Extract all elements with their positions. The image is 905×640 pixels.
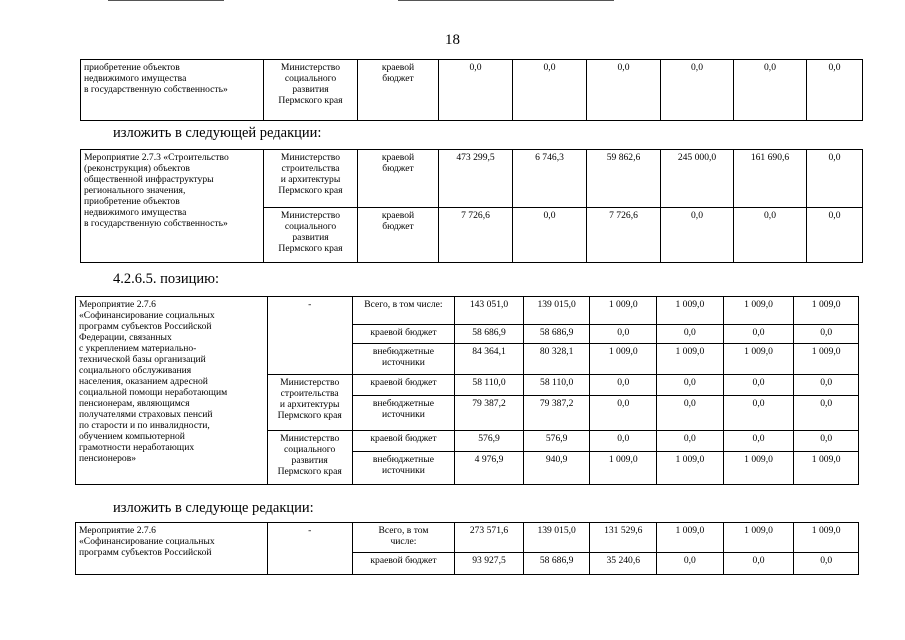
- value-cell-1: 58 110,0: [455, 375, 524, 396]
- value-cell-3: 1 009,0: [590, 452, 657, 485]
- value-cell-2: 58 686,9: [523, 325, 590, 344]
- top-edge-line-right: [398, 0, 614, 1]
- funding-source-cell: внебюджетные источники: [352, 396, 454, 431]
- value-cell-3: 0,0: [590, 396, 657, 431]
- value-cell-4: 0,0: [657, 553, 724, 575]
- value-cell-5: 0,0: [734, 60, 807, 121]
- executor-cell: Министерство социального развития Пермского края: [264, 60, 358, 121]
- funding-source-cell: краевой бюджет: [352, 553, 454, 575]
- value-cell-5: 161 690,6: [734, 150, 807, 208]
- value-cell-5: 1 009,0: [723, 523, 794, 553]
- value-cell-6: 0,0: [807, 150, 863, 208]
- value-cell-1: 576,9: [455, 431, 524, 452]
- funding-source-cell: Всего, в том числе:: [352, 297, 454, 325]
- value-cell-6: 0,0: [807, 208, 863, 263]
- value-cell-2: 6 746,3: [513, 150, 587, 208]
- value-cell-3: 0,0: [590, 431, 657, 452]
- value-cell-4: 0,0: [657, 325, 724, 344]
- table-section-1: [80, 59, 863, 121]
- value-cell-1: 0,0: [439, 60, 513, 121]
- value-cell-6: 0,0: [794, 375, 859, 396]
- value-cell-4: 0,0: [661, 208, 734, 263]
- funding-source-cell: внебюджетные источники: [352, 344, 454, 375]
- executor-cell: Министерство строительства и архитектуры Пермского края: [264, 150, 358, 208]
- table-section-3: [75, 296, 859, 485]
- funding-source-cell: краевой бюджет: [352, 431, 454, 452]
- value-cell-6: 1 009,0: [794, 523, 859, 553]
- heading-new-edition-2: изложить в следующе редакции:: [113, 500, 314, 516]
- value-cell-4: 1 009,0: [657, 523, 724, 553]
- value-cell-2: 58 686,9: [523, 553, 590, 575]
- executor-cell: Министерство социального развития Пермского края: [267, 431, 352, 485]
- value-cell-3: 1 009,0: [590, 344, 657, 375]
- value-cell-4: 0,0: [657, 431, 724, 452]
- value-cell-5: 0,0: [734, 208, 807, 263]
- table-row: [81, 60, 863, 121]
- value-cell-2: 139 015,0: [523, 297, 590, 325]
- value-cell-4: 1 009,0: [657, 297, 724, 325]
- measure-name-cell: Мероприятие 2.7.3 «Строительство (реконструкция) объектов общественной инфраструктуры регионального значения, приобретение объектов недвижимого имущества в государственную собственность»: [81, 150, 264, 263]
- value-cell-5: 1 009,0: [723, 344, 794, 375]
- value-cell-1: 473 299,5: [439, 150, 513, 208]
- executor-cell: Министерство социального развития Пермского края: [264, 208, 358, 263]
- value-cell-6: 0,0: [794, 325, 859, 344]
- value-cell-6: 1 009,0: [794, 452, 859, 485]
- top-edge-line-left: [108, 0, 224, 1]
- value-cell-6: 1 009,0: [794, 344, 859, 375]
- page-number: 18: [445, 32, 460, 48]
- value-cell-1: 84 364,1: [455, 344, 524, 375]
- value-cell-2: 139 015,0: [523, 523, 590, 553]
- heading-position: 4.2.6.5. позицию:: [113, 271, 220, 287]
- value-cell-5: 0,0: [723, 553, 794, 575]
- measure-name-cell: Мероприятие 2.7.6 «Софинансирование социальных программ субъектов Российской: [76, 523, 268, 575]
- measure-name-cell: приобретение объектов недвижимого имущества в государственную собственность»: [81, 60, 264, 121]
- value-cell-5: 0,0: [723, 375, 794, 396]
- executor-cell: Министерство строительства и архитектуры Пермского края: [267, 375, 352, 431]
- value-cell-3: 0,0: [590, 375, 657, 396]
- value-cell-4: 0,0: [657, 375, 724, 396]
- executor-cell: -: [267, 297, 352, 375]
- value-cell-4: 245 000,0: [661, 150, 734, 208]
- value-cell-3: 131 529,6: [590, 523, 657, 553]
- value-cell-5: 0,0: [723, 396, 794, 431]
- measure-name-cell: Мероприятие 2.7.6 «Софинансирование социальных программ субъектов Российской Федерации, связанных с укреплением материально- технической базы организаций социального обслуживания населения, оказанием адресной социальной помощи неработающим пенсионерам, являющимся получателями страховых пенсий по старости и по инвалидности, обучением компьютерной грамотности неработающих пенсионеров»: [76, 297, 268, 485]
- value-cell-1: 7 726,6: [439, 208, 513, 263]
- value-cell-2: 576,9: [523, 431, 590, 452]
- value-cell-2: 0,0: [513, 60, 587, 121]
- value-cell-2: 940,9: [523, 452, 590, 485]
- value-cell-6: 0,0: [807, 60, 863, 121]
- value-cell-2: 79 387,2: [523, 396, 590, 431]
- value-cell-3: 35 240,6: [590, 553, 657, 575]
- value-cell-3: 0,0: [590, 325, 657, 344]
- value-cell-3: 0,0: [587, 60, 661, 121]
- value-cell-4: 1 009,0: [657, 452, 724, 485]
- funding-source-cell: краевой бюджет: [358, 208, 439, 263]
- value-cell-2: 58 110,0: [523, 375, 590, 396]
- funding-source-cell: внебюджетные источники: [352, 452, 454, 485]
- table-section-2: [80, 149, 863, 263]
- table-section-4: [75, 522, 859, 575]
- value-cell-1: 79 387,2: [455, 396, 524, 431]
- funding-source-cell: краевой бюджет: [358, 60, 439, 121]
- value-cell-1: 93 927,5: [455, 553, 524, 575]
- value-cell-1: 58 686,9: [455, 325, 524, 344]
- value-cell-4: 0,0: [657, 396, 724, 431]
- table-row: [76, 297, 859, 325]
- table-row: [81, 150, 863, 208]
- funding-source-cell: краевой бюджет: [352, 325, 454, 344]
- funding-source-cell: краевой бюджет: [352, 375, 454, 396]
- value-cell-2: 80 328,1: [523, 344, 590, 375]
- value-cell-3: 59 862,6: [587, 150, 661, 208]
- table-row: [76, 523, 859, 553]
- value-cell-5: 0,0: [723, 325, 794, 344]
- value-cell-5: 1 009,0: [723, 297, 794, 325]
- value-cell-3: 1 009,0: [590, 297, 657, 325]
- funding-source-cell: краевой бюджет: [358, 150, 439, 208]
- value-cell-6: 1 009,0: [794, 297, 859, 325]
- value-cell-6: 0,0: [794, 431, 859, 452]
- value-cell-1: 4 976,9: [455, 452, 524, 485]
- value-cell-5: 0,0: [723, 431, 794, 452]
- value-cell-2: 0,0: [513, 208, 587, 263]
- value-cell-5: 1 009,0: [723, 452, 794, 485]
- value-cell-1: 273 571,6: [455, 523, 524, 553]
- value-cell-6: 0,0: [794, 396, 859, 431]
- heading-new-edition-1: изложить в следующей редакции:: [113, 125, 322, 141]
- funding-source-cell: Всего, в том числе:: [352, 523, 454, 553]
- value-cell-4: 0,0: [661, 60, 734, 121]
- executor-cell: -: [267, 523, 352, 575]
- value-cell-4: 1 009,0: [657, 344, 724, 375]
- value-cell-1: 143 051,0: [455, 297, 524, 325]
- value-cell-6: 0,0: [794, 553, 859, 575]
- value-cell-3: 7 726,6: [587, 208, 661, 263]
